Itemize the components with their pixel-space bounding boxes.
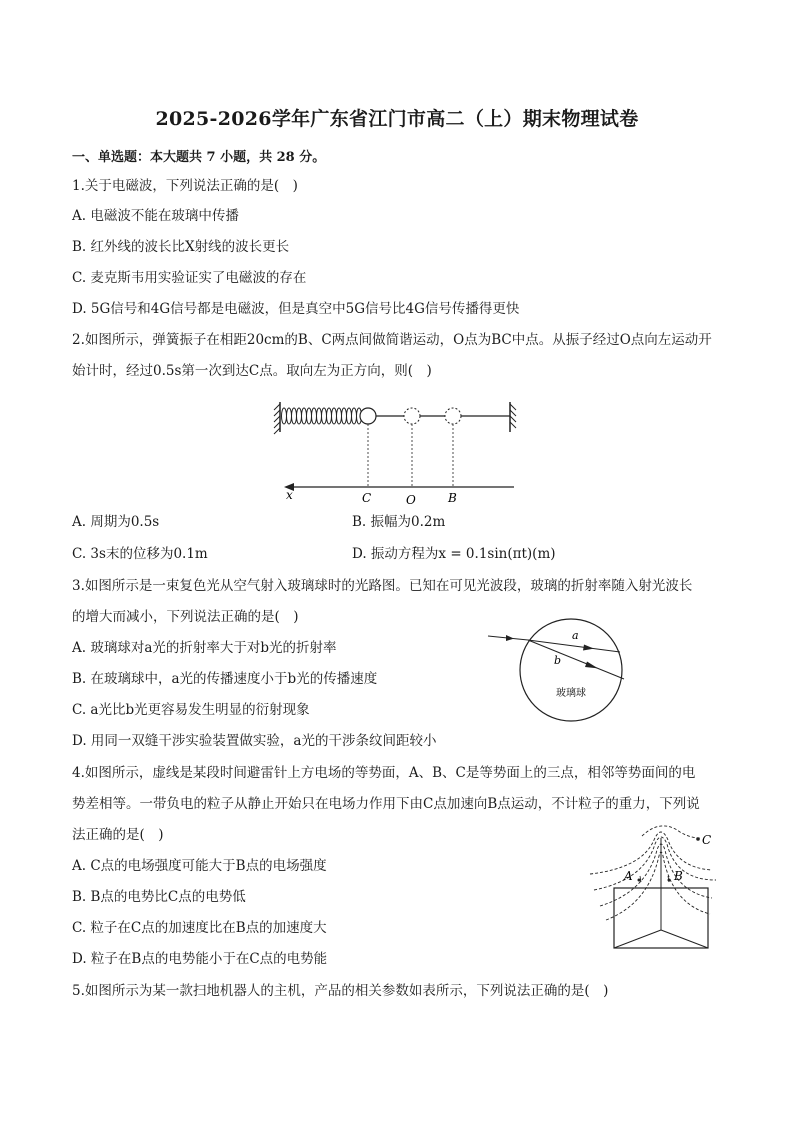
q4-stem-line2: 势差相等。一带负电的粒子从静止开始只在电场力作用下由C点加速向B点运动，不计粒子的重力，下列说: [72, 796, 700, 812]
label-b: B: [448, 491, 457, 505]
spring: [282, 408, 362, 424]
q4-stem-line1: 4.如图所示，虚线是某段时间避雷针上方电场的等势面，A、B、C是等势面上的三点，相邻等势面间的电: [72, 765, 696, 781]
q3-option-c: C. a光比b光更容易发生明显的衍射现象: [72, 702, 310, 718]
ball-position-b: [445, 408, 461, 424]
q1-option-d: D. 5G信号和4G信号都是电磁波，但是真空中5G信号比4G信号传播得更快: [72, 301, 520, 317]
q1-option-c: C. 麦克斯韦用实验证实了电磁波的存在: [72, 270, 307, 286]
exam-title: 2025-2026学年广东省江门市高二（上）期末物理试卷: [155, 108, 639, 130]
q1-stem: 1.关于电磁波，下列说法正确的是( ): [72, 178, 298, 194]
q2-stem-line1: 2.如图所示，弹簧振子在相距20cm的B、C两点间做简谐运动，O点为BC中点。从振子经过O点向左运动开: [72, 332, 712, 348]
q4-option-d: D. 粒子在B点的电势能小于在C点的电势能: [72, 951, 328, 967]
label-a: A: [624, 869, 633, 883]
q4-option-a: A. C点的电场强度可能大于B点的电场强度: [72, 858, 327, 874]
spring-oscillator-figure: [270, 398, 520, 508]
q3-stem-line1: 3.如图所示是一束复色光从空气射入玻璃球时的光路图。已知在可见光波段，玻璃的折射率随入射光波长: [72, 578, 693, 594]
oscillator-ball: [360, 408, 376, 424]
q4-stem-line3: 法正确的是( ): [72, 827, 164, 843]
q2-option-c: C. 3s末的位移为0.1m: [72, 546, 208, 562]
q2-stem-line2: 始计时，经过0.5s第一次到达C点。取向左为正方向，则( ): [72, 363, 432, 379]
label-c: C: [362, 491, 372, 505]
ball-position-o: [404, 408, 420, 424]
q1-option-a: A. 电磁波不能在玻璃中传播: [72, 208, 239, 224]
q5-stem: 5.如图所示为某一款扫地机器人的主机，产品的相关参数如表所示，下列说法正确的是( ): [72, 983, 609, 999]
label-c: C: [702, 833, 712, 847]
q1-option-b: B. 红外线的波长比X射线的波长更长: [72, 239, 290, 255]
label-a: a: [572, 629, 579, 642]
sphere-label: 玻璃球: [556, 688, 586, 699]
q2-option-a: A. 周期为0.5s: [72, 514, 160, 530]
q3-option-d: D. 用同一双缝干涉实验装置做实验，a光的干涉条纹间距较小: [72, 733, 437, 749]
glass-sphere: [520, 619, 622, 721]
glass-sphere-figure: [486, 618, 636, 722]
label-b: b: [554, 654, 562, 667]
q2-option-b: B. 振幅为0.2m: [352, 514, 446, 530]
q3-option-b: B. 在玻璃球中，a光的传播速度小于b光的传播速度: [72, 671, 378, 687]
q4-option-c: C. 粒子在C点的加速度比在B点的加速度大: [72, 920, 327, 936]
label-b: B: [674, 869, 683, 883]
q3-stem-line2: 的增大而减小，下列说法正确的是( ): [72, 609, 299, 625]
q3-option-a: A. 玻璃球对a光的折射率大于对b光的折射率: [72, 640, 337, 656]
label-o: O: [406, 493, 416, 507]
lightning-rod-figure: [582, 818, 722, 954]
section-heading: 一、单选题：本大题共 7 小题，共 28 分。: [72, 150, 326, 165]
x-axis-label: x: [286, 488, 293, 502]
q4-option-b: B. B点的电势比C点的电势低: [72, 889, 246, 905]
q2-option-d: D. 振动方程为x = 0.1sin(πt)(m): [352, 546, 556, 562]
